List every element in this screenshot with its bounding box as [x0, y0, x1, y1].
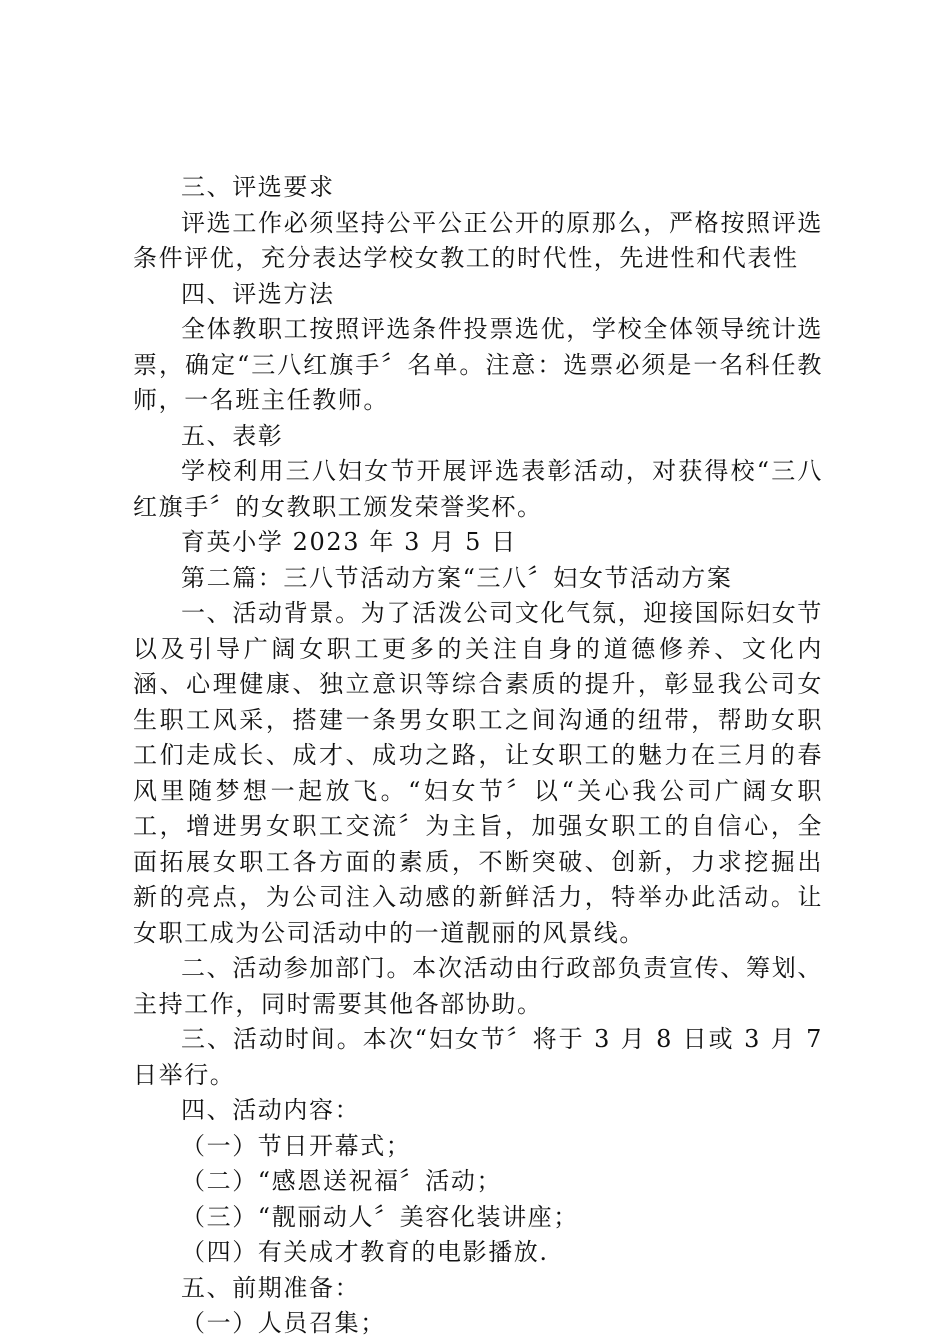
- paragraph-participating-departments: 二、活动参加部门。本次活动由行政部负责宣传、筹划、主持工作，同时需要其他各部协助。: [133, 954, 823, 1018]
- document-page: [133, 170, 823, 1342]
- list-item: （三）“靓丽动人〞美容化装讲座；: [181, 1202, 579, 1231]
- section-heading-preparation: 五、前期准备：: [181, 1273, 361, 1302]
- part-two-title: 第二篇：三八节活动方案“三八〞妇女节活动方案: [181, 563, 733, 592]
- section-heading-commendation: 五、表彰: [181, 421, 284, 450]
- paragraph-activity-background: 一、活动背景。为了活泼公司文化气氛，迎接国际妇女节以及引导广阔女职工更多的关注自身的道德修养、文化内涵、心理健康、独立意识等综合素质的提升，彰显我公司女生职工风采，搭建一条男女职工之间沟通的纽带，帮助女职工们走成长、成才、成功之路，让女职工的魅力在三月的春风里随梦想一起放飞。“妇女节〞以“关心我公司广阔女职工，增进男女职工交流〞为主旨，加强女职工的自信心，全面拓展女职工各方面的素质，不断突破、创新，力求挖掘出新的亮点，为公司注入动感的新鲜活力，特举办此活动。让女职工成为公司活动中的一道靓丽的风景线。: [133, 599, 823, 947]
- section-heading-activity-content: 四、活动内容：: [181, 1096, 361, 1124]
- section-heading-evaluation-requirements: 三、评选要求: [181, 173, 335, 201]
- list-item: （二）“感恩送祝福〞活动；: [181, 1167, 503, 1195]
- paragraph-activity-time: 三、活动时间。本次“妇女节〞将于 3 月 8 日或 3 月 7 日举行。: [133, 1025, 823, 1089]
- list-item: （一）节日开幕式；: [181, 1131, 412, 1160]
- paragraph-evaluation-requirements: 评选工作必须坚持公平公正公开的原那么，严格按照评选条件评优，充分表达学校女教工的时代性，先进性和代表性: [133, 208, 823, 272]
- signature-line: 育英小学 2023 年 3 月 5 日: [181, 528, 517, 556]
- paragraph-commendation: 学校利用三八妇女节开展评选表彰活动，对获得校“三八红旗手〞的女教职工颁发荣誉奖杯。: [133, 457, 823, 521]
- list-item: （一）人员召集；: [181, 1309, 386, 1337]
- section-heading-evaluation-method: 四、评选方法: [181, 279, 335, 308]
- list-item: （四）有关成才教育的电影播放.: [181, 1238, 549, 1266]
- paragraph-evaluation-method: 全体教职工按照评选条件投票选优，学校全体领导统计选票，确定“三八红旗手〞名单。注意：选票必须是一名科任教师，一名班主任教师。: [133, 315, 823, 414]
